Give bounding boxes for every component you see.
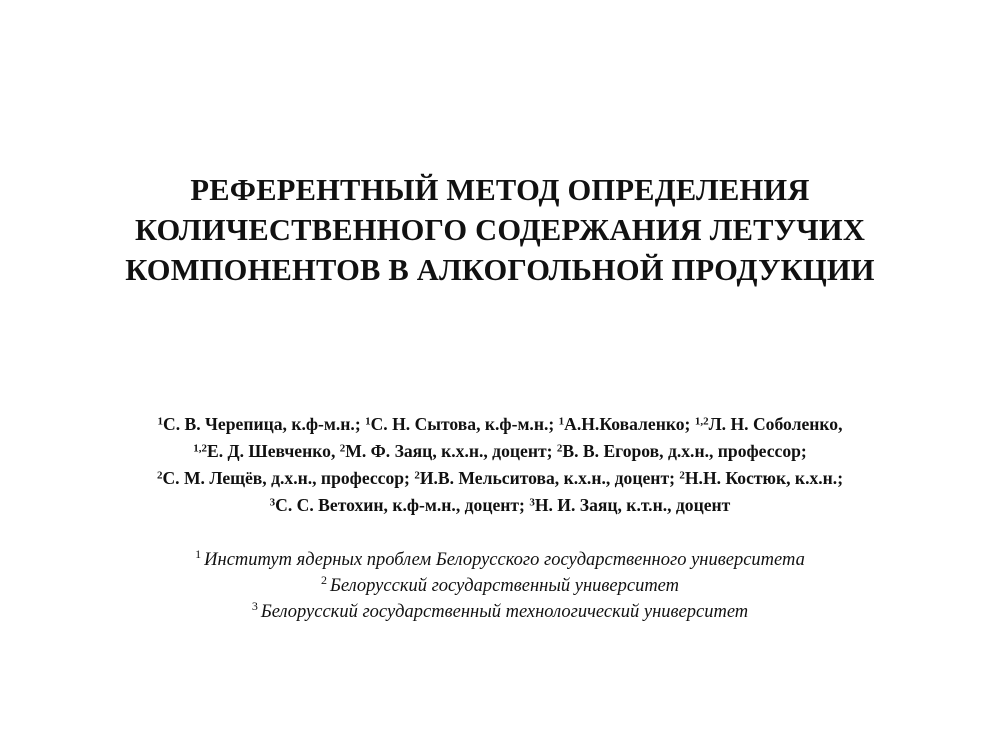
- title-line: КОЛИЧЕСТВЕННОГО СОДЕРЖАНИЯ ЛЕТУЧИХ: [134, 213, 866, 247]
- author-list: [30, 411, 970, 519]
- author-line: [30, 465, 970, 492]
- affiliation-text: Институт ядерных проблем Белорусского государственного университета: [204, 550, 805, 570]
- author-affiliation-mark: 1: [157, 415, 163, 428]
- author-affiliation-mark: 2: [414, 469, 420, 482]
- author-line: [30, 411, 970, 438]
- author-name: Е. Д. Шевченко,: [206, 441, 336, 461]
- author-name: С. В. Черепица, к.ф-м.н.;: [162, 414, 361, 434]
- author-affiliation-mark: 1,2: [193, 442, 207, 455]
- affiliation-number: 1: [195, 547, 202, 562]
- author-line: [30, 438, 970, 465]
- affiliation-number: 2: [320, 573, 327, 588]
- affiliation-list: [30, 547, 970, 625]
- affiliation-item: [30, 547, 970, 573]
- title-line: КОМПОНЕНТОВ В АЛКОГОЛЬНОЙ ПРОДУКЦИИ: [125, 253, 875, 287]
- author-name: Л. Н. Соболенко,: [708, 414, 843, 434]
- author-affiliation-mark: 3: [529, 496, 535, 509]
- title-line: РЕФЕРЕНТНЫЙ МЕТОД ОПРЕДЕЛЕНИЯ: [190, 173, 810, 207]
- affiliation-item: [30, 599, 970, 625]
- author-affiliation-mark: 2: [556, 442, 563, 455]
- author-affiliation-mark: 2: [679, 469, 685, 482]
- author-affiliation-mark: 1: [558, 415, 565, 428]
- author-affiliation-mark: 1: [365, 415, 371, 428]
- page-title: [40, 170, 960, 290]
- author-name: С. С. Ветохин, к.ф-м.н., доцент;: [275, 495, 525, 515]
- author-affiliation-mark: 2: [339, 442, 346, 455]
- author-name: В. В. Егоров, д.х.н., профессор;: [562, 441, 807, 461]
- affiliation-item: [30, 573, 970, 599]
- author-name: Н.Н. Костюк, к.х.н.;: [684, 468, 844, 488]
- author-name: С. Н. Сытова, к.ф-м.н.;: [370, 414, 555, 434]
- author-name: Н. И. Заяц, к.т.н., доцент: [534, 495, 731, 515]
- author-affiliation-mark: 2: [156, 469, 163, 482]
- author-name: М. Ф. Заяц, к.х.н., доцент;: [345, 441, 553, 461]
- affiliation-number: 3: [251, 599, 258, 614]
- affiliation-text: Белорусский государственный технологический университет: [260, 602, 749, 622]
- author-line: [30, 492, 970, 519]
- author-name: С. М. Лещёв, д.х.н., профессор;: [162, 468, 410, 488]
- author-affiliation-mark: 3: [269, 496, 276, 509]
- author-name: А.Н.Коваленко;: [564, 414, 691, 434]
- author-affiliation-mark: 1,2: [694, 415, 709, 428]
- affiliation-text: Белорусский государственный университет: [329, 576, 680, 596]
- author-name: И.В. Мельситова, к.х.н., доцент;: [419, 468, 675, 488]
